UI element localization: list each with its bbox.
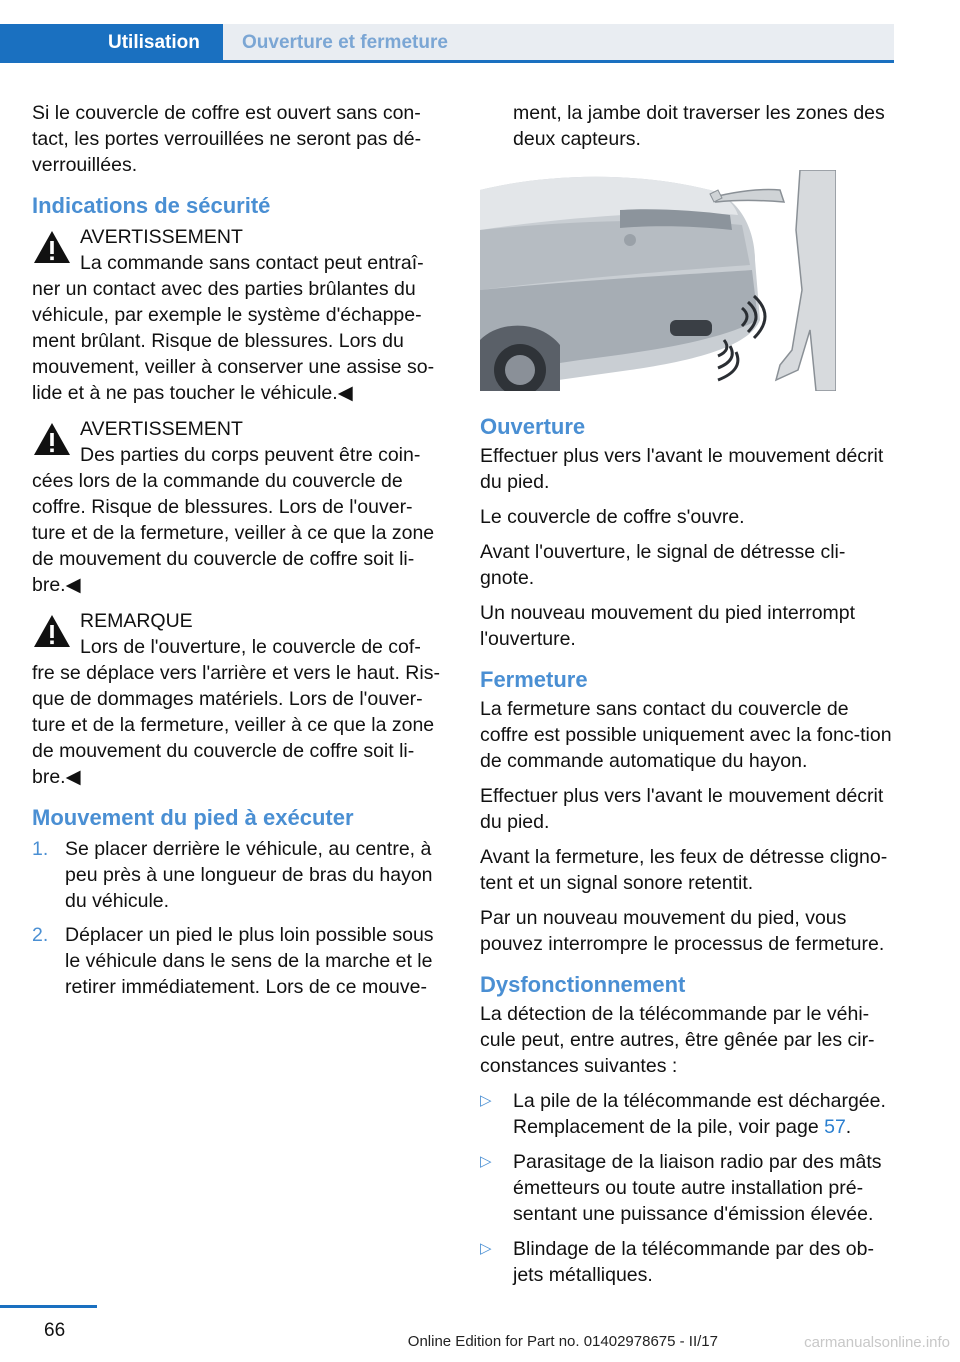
notice-text-continued: fre se déplace vers l'arrière et vers le haut. Ris‐que de dommages matériels. Lors de l'ouver‐ture et de la fermeture, veiller à ce que la zone de mouvement du couvercle de coffre soit li‐bre.◀ (32, 662, 440, 788)
movement-heading: Mouvement du pied à exécuter (32, 805, 354, 830)
warning-text: Des parties du corps peuvent être coin‐ (80, 444, 421, 466)
step-text: Se placer derrière le véhicule, au centre, à peu près à une longueur de bras du hayon du véhicule. (65, 838, 433, 912)
warning-block (32, 416, 444, 598)
list-item (32, 922, 444, 1000)
notice-title: REMARQUE (80, 610, 193, 632)
page-number: 66 (44, 1320, 66, 1341)
malfunction-heading: Dysfonctionnement (480, 972, 686, 997)
list-item (32, 836, 444, 914)
bullet-text: Blindage de la télécommande par des ob‐jets métalliques. (513, 1238, 874, 1286)
step-number: 1. (32, 838, 49, 860)
closing-paragraph: Par un nouveau mouvement du pied, vous pouvez interrompre le processus de fermeture. (480, 907, 885, 955)
page-link[interactable]: 57 (824, 1116, 846, 1138)
warning-block (32, 224, 444, 406)
step-text: Déplacer un pied le plus loin possible sous le véhicule dans le sens de la marche et le retirer immédiatement. Lors de ce mouve‐ (65, 924, 434, 998)
warning-title: AVERTISSEMENT (80, 418, 243, 440)
warning-triangle-icon (32, 420, 72, 458)
malfunction-list (480, 1088, 896, 1288)
warning-title: AVERTISSEMENT (80, 226, 243, 248)
header-tab-section: Utilisation (0, 24, 223, 62)
intro-paragraph: Si le couvercle de coffre est ouvert sans con‐tact, les portes verrouillées ne seront pas dé‐verrouillées. (32, 102, 422, 176)
closing-paragraph: Avant la fermeture, les feux de détresse cligno‐tent et un signal sonore retentit. (480, 846, 888, 894)
header-tab-subsection: Ouverture et fermeture (223, 24, 894, 62)
list-item (480, 1236, 896, 1288)
warning-triangle-icon (32, 612, 72, 650)
bullet-icon: ▷ (480, 1153, 492, 1170)
opening-paragraph: Avant l'ouverture, le signal de détresse cli‐gnote. (480, 541, 846, 589)
opening-paragraph: Effectuer plus vers l'avant le mouvement décrit du pied. (480, 445, 884, 493)
bullet-icon: ▷ (480, 1092, 492, 1109)
movement-steps (32, 836, 444, 1000)
opening-paragraph: Un nouveau mouvement du pied interrompt l'ouverture. (480, 602, 856, 650)
opening-heading: Ouverture (480, 414, 586, 439)
warning-text: La commande sans contact peut entraî‐ (80, 252, 424, 274)
warning-text-continued: ner un contact avec des parties brûlantes du véhicule, par exemple le système d'échappe‐ment brûlant. Risque de blessures. Lors du mouvement, veiller à conserver une assise so‐lide et à ne pas toucher le véhicule.◀ (32, 278, 435, 404)
warning-text-continued: cées lors de la commande du couvercle de coffre. Risque de blessures. Lors de l'ouver‐ture et de la fermeture, veiller à ce que la zone de mouvement du couvercle de coffre soit li‐bre.◀ (32, 470, 435, 596)
closing-heading: Fermeture (480, 667, 588, 692)
right-column (480, 100, 896, 1297)
watermark: carmanualsonline.info (804, 1334, 950, 1351)
closing-paragraph: Effectuer plus vers l'avant le mouvement décrit du pied. (480, 785, 884, 833)
bullet-text: La pile de la télécommande est déchargée. Remplacement de la pile, voir page (513, 1090, 886, 1138)
safety-heading: Indications de sécurité (32, 193, 271, 218)
opening-paragraph: Le couvercle de coffre s'ouvre. (480, 506, 745, 528)
warning-triangle-icon (32, 228, 72, 266)
bullet-text-end: . (845, 1116, 852, 1138)
notice-block (32, 608, 444, 790)
footer-rule (0, 1305, 97, 1308)
left-column (32, 100, 444, 1008)
notice-text: Lors de l'ouverture, le couvercle de cof‐ (80, 636, 421, 658)
malfunction-intro: La détection de la télécommande par le véhi‐cule peut, entre autres, être gênée par les cir‐constances suivantes : (480, 1003, 875, 1077)
bullet-icon: ▷ (480, 1240, 492, 1257)
car-trunk-foot-illustration (480, 170, 836, 391)
continuation-paragraph: ment, la jambe doit traverser les zones des deux capteurs. (513, 102, 885, 150)
footer-edition: Online Edition for Part no. 01402978675 - II/17 (407, 1333, 718, 1350)
bullet-text: Parasitage de la liaison radio par des mâts émetteurs ou toute autre installation pré‐sentant une puissance d'émission élevée. (513, 1151, 882, 1225)
header-rule (0, 60, 894, 63)
list-item (480, 1149, 896, 1227)
list-item (480, 1088, 896, 1140)
closing-paragraph: La fermeture sans contact du couvercle de coffre est possible uniquement avec la fonc‐tion de commande automatique du hayon. (480, 698, 892, 772)
step-number: 2. (32, 924, 49, 946)
